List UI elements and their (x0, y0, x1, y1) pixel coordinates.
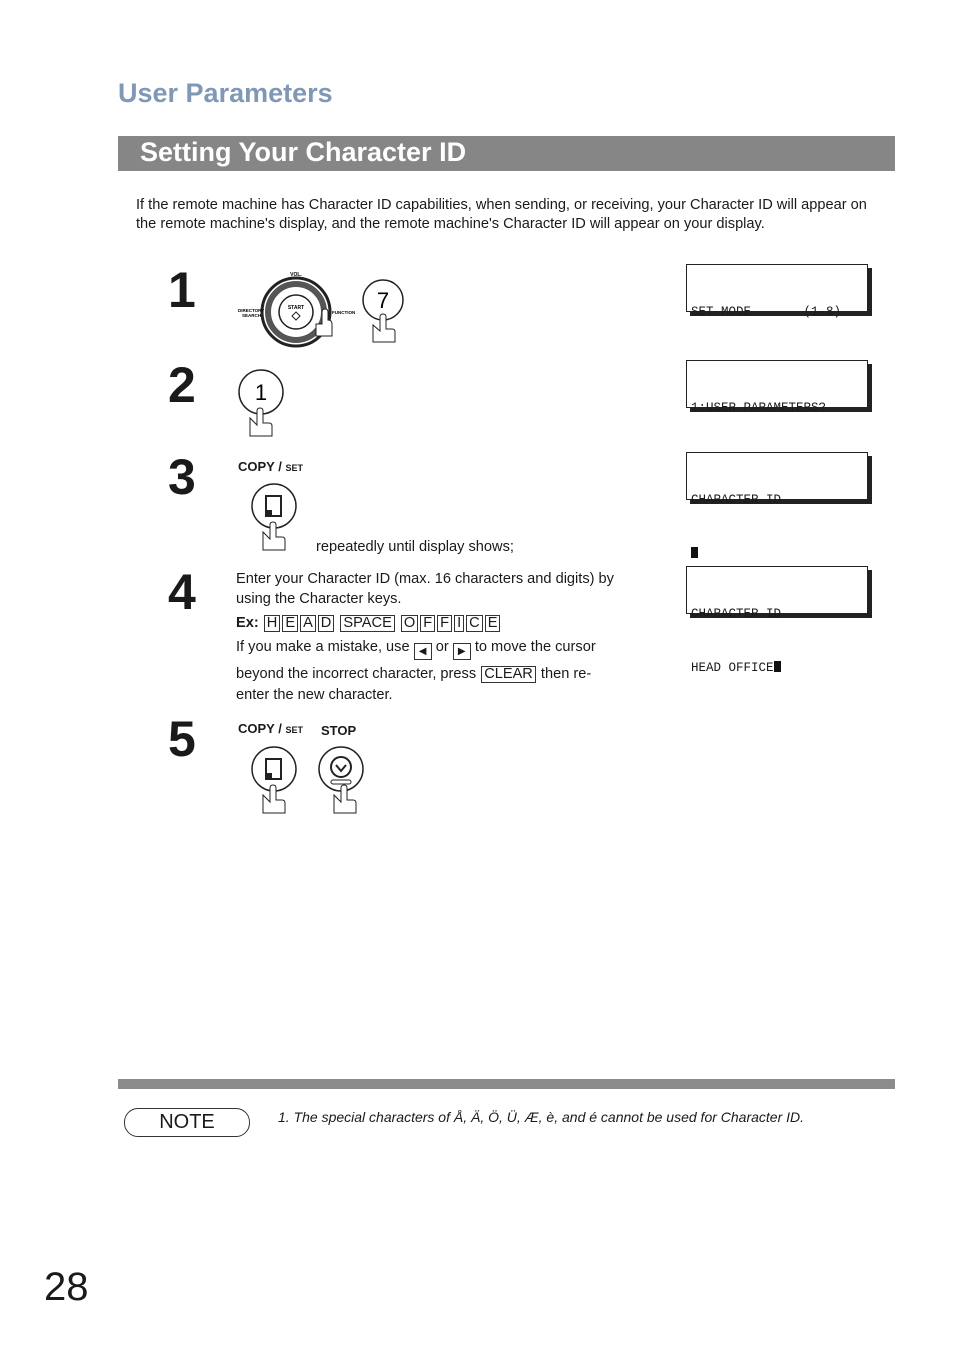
display-step-2 (686, 360, 868, 415)
step-4-clear-text: beyond the incorrect character, press CLEAR then re- (236, 666, 592, 682)
copy-set-label: COPY / SET (238, 459, 303, 474)
svg-text:SEARCH: SEARCH (242, 313, 262, 318)
example-label: Ex: (236, 615, 259, 631)
step-number-1: 1 (168, 262, 196, 318)
copy-set-button-icon (249, 482, 299, 552)
display-line: HEAD OFFICE (691, 659, 863, 677)
display-step-3 (686, 452, 868, 507)
cursor-block (691, 547, 698, 558)
step-4-cursor-text: If you make a mistake, use ◀ or ▶ to move the cursor (236, 637, 596, 660)
note-label: NOTE (124, 1108, 250, 1137)
right-arrow-key-icon: ▶ (453, 643, 471, 660)
step-number-4: 4 (168, 564, 196, 620)
char-key: F (420, 615, 435, 632)
key-1-icon (236, 368, 288, 440)
svg-text:FUNCTION: FUNCTION (332, 310, 356, 315)
char-key: D (318, 615, 335, 632)
page-title: Setting Your Character ID (140, 137, 467, 167)
step-3-text: repeatedly until display shows; (316, 539, 514, 555)
display-step-4 (686, 566, 868, 675)
step-number-5: 5 (168, 711, 196, 767)
char-key: H (264, 615, 281, 632)
display-line: 1:USER PARAMETERS? (691, 401, 827, 415)
step-4-instructions: Enter your Character ID (max. 16 characters and digits) by using the Character keys. (236, 571, 614, 607)
display-cursor-line (691, 545, 863, 563)
vol-label: VOL. (290, 272, 302, 278)
cursor-block (774, 661, 781, 672)
char-key: I (454, 615, 464, 632)
display-line: SET MODE (1-8) (691, 305, 842, 319)
display-line: CHARACTER ID (691, 607, 782, 621)
note-divider (118, 1079, 895, 1089)
char-key: E (485, 615, 501, 632)
key-1-label: 1 (254, 380, 268, 405)
char-key: A (300, 615, 316, 632)
note-text: 1. The special characters of Å, Ä, Ö, Ü, Æ, è, and é cannot be used for Character ID. (278, 1109, 805, 1125)
step-number-3: 3 (168, 449, 196, 505)
svg-text:DIRECTORY: DIRECTORY (238, 308, 265, 313)
stop-button-icon (316, 745, 366, 815)
key-7-label: 7 (376, 288, 390, 313)
char-key: O (401, 615, 418, 632)
char-key: C (466, 615, 483, 632)
svg-text:START: START (287, 305, 305, 311)
intro-paragraph: If the remote machine has Character ID capabilities, when sending, or receiving, your Character ID will appear on the remote machine's display, and the remote machine's Character ID will appear on your display. (136, 197, 867, 232)
stop-label: STOP (321, 723, 357, 738)
copy-set-button-icon (249, 745, 299, 815)
char-key: E (282, 615, 298, 632)
clear-key: CLEAR (481, 666, 536, 683)
example-keys-row (236, 613, 501, 633)
char-key: SPACE (340, 615, 394, 632)
step-4-end-text: enter the new character. (236, 687, 393, 703)
left-arrow-key-icon: ◀ (414, 643, 432, 660)
section-title: User Parameters (118, 78, 333, 108)
display-step-1 (686, 264, 868, 319)
start-panel-icon (236, 270, 406, 348)
page-number: 28 (44, 1265, 89, 1309)
char-key: F (437, 615, 452, 632)
step-number-2: 2 (168, 357, 196, 413)
display-line: CHARACTER ID (691, 493, 782, 507)
copy-set-label: COPY / SET (238, 721, 303, 736)
